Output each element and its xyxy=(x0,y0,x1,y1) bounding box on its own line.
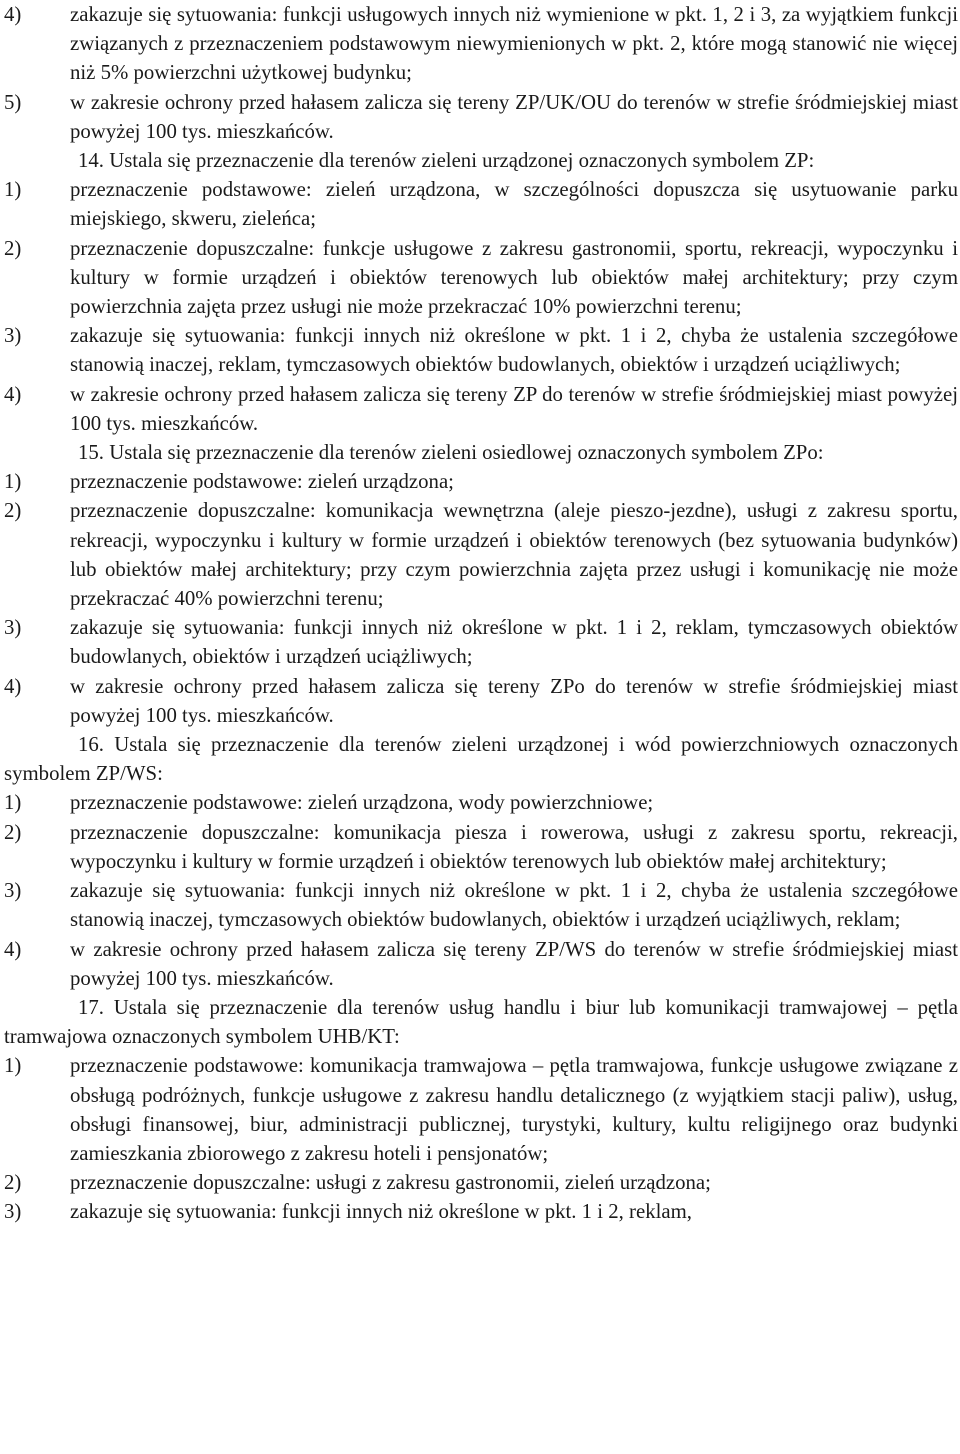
item-text: zakazuje się sytuowania: funkcji innych niż określone w pkt. 1 i 2, reklam, xyxy=(70,1200,692,1224)
item-text: przeznaczenie podstawowe: komunikacja tramwajowa – pętla tramwajowa, funkcje usługowe związane z obsługą podróżnych, funkcje usługowe z zakresu handlu detalicznego (z wyjątkiem stacji paliw), usług, obsługi finansowej, biur, administracji publicznej, turystyki, kultury, kultu religijnego oraz budynki zamieszkania zbiorowego z zakresu hoteli i pensjonatów; xyxy=(70,1054,958,1165)
item-number: 4) xyxy=(4,3,22,26)
list-item xyxy=(4,672,958,730)
item-text: przeznaczenie podstawowe: zieleń urządzona; xyxy=(70,470,454,494)
section-intro: 16. Ustala się przeznaczenie dla terenów zieleni urządzonej i wód powierzchniowych oznaczonych symbolem ZP/WS: xyxy=(4,733,958,786)
item-number: 4) xyxy=(4,674,22,698)
item-number: 3) xyxy=(4,879,22,903)
section-16 xyxy=(4,730,958,993)
list-item xyxy=(4,175,958,233)
list-item xyxy=(4,788,958,817)
item-number: 2) xyxy=(4,1171,22,1195)
item-number: 4) xyxy=(4,937,22,961)
item-number: 3) xyxy=(4,1200,22,1224)
list-item xyxy=(4,88,958,146)
list-item xyxy=(4,1051,958,1168)
item-text: w zakresie ochrony przed hałasem zalicza się tereny ZP/UK/OU do terenów w strefie śródmiejskiej miast powyżej 100 tys. mieszkańców. xyxy=(70,90,958,143)
item-number: 1) xyxy=(4,1054,22,1078)
item-text: zakazuje się sytuowania: funkcji innych niż określone w pkt. 1 i 2, reklam, tymczasowych obiektów budowlanych, obiektów i urządzeń uciążliwych; xyxy=(70,616,958,669)
section-14 xyxy=(4,146,958,438)
item-number: 2) xyxy=(4,236,22,260)
list-item xyxy=(4,496,958,613)
item-number: 1) xyxy=(4,791,22,815)
item-text: zakazuje się sytuowania: funkcji innych niż określone w pkt. 1 i 2, chyba że ustalenia szczegółowe stanowią inaczej, reklam, tymczasowych obiektów budowlanych, obiektów i urządzeń uciążliwych; xyxy=(70,324,958,377)
item-text: w zakresie ochrony przed hałasem zalicza się tereny ZPo do terenów w strefie śródmiejskiej miast powyżej 100 tys. mieszkańców. xyxy=(70,674,958,727)
item-text: przeznaczenie dopuszczalne: usługi z zakresu gastronomii, zieleń urządzona; xyxy=(70,1171,711,1195)
section-17 xyxy=(4,993,958,1227)
item-text: przeznaczenie dopuszczalne: funkcje usługowe z zakresu gastronomii, sportu, rekreacji, wypoczynku i kultury w formie urządzeń i obiektów terenowych lub obiektów małej architektury; przy czym powierzchnia zajęta przez usługi nie może przekraczać 10% powierzchni terenu; xyxy=(70,236,958,319)
list-item xyxy=(4,818,958,876)
list-item xyxy=(4,467,958,496)
lead-list xyxy=(4,0,958,146)
list-item xyxy=(4,613,958,671)
item-number: 2) xyxy=(4,499,22,523)
section-intro: 15. Ustala się przeznaczenie dla terenów zieleni osiedlowej oznaczonych symbolem ZPo: xyxy=(78,441,824,465)
item-text: w zakresie ochrony przed hałasem zalicza się tereny ZP do terenów w strefie śródmiejskiej miast powyżej 100 tys. mieszkańców. xyxy=(70,382,958,435)
list-item xyxy=(4,876,958,934)
list-item xyxy=(4,0,958,88)
section-15 xyxy=(4,438,958,730)
list-item xyxy=(4,234,958,322)
item-text: zakazuje się sytuowania: funkcji usługowych innych niż wymienione w pkt. 1, 2 i 3, za wyjątkiem funkcji związanych z przeznaczeniem podstawowym niewymienionych w pkt. 2, które mogą stanowić nie więcej niż 5% powierzchni użytkowej budynku; xyxy=(70,3,958,85)
item-text: przeznaczenie podstawowe: zieleń urządzona, wody powierzchniowe; xyxy=(70,791,654,815)
item-text: w zakresie ochrony przed hałasem zalicza się tereny ZP/WS do terenów w strefie śródmiejskiej miast powyżej 100 tys. mieszkańców. xyxy=(70,937,958,990)
list-item xyxy=(4,380,958,438)
item-number: 4) xyxy=(4,382,22,406)
section-intro: 14. Ustala się przeznaczenie dla terenów zieleni urządzonej oznaczonych symbolem ZP: xyxy=(78,149,815,173)
document-page xyxy=(4,0,958,1227)
item-text: przeznaczenie dopuszczalne: komunikacja wewnętrzna (aleje pieszo-jezdne), usługi z zakresu sportu, rekreacji, wypoczynku i kultury w formie urządzeń i obiektów terenowych (bez sytuowania budynków) lub obiektów małej architektury; przy czym powierzchnia zajęta przez usługi i komunikację nie może przekraczać 40% powierzchni terenu; xyxy=(70,499,958,611)
list-item xyxy=(4,1168,958,1197)
item-text: zakazuje się sytuowania: funkcji innych niż określone w pkt. 1 i 2, chyba że ustalenia szczegółowe stanowią inaczej, tymczasowych obiektów budowlanych, obiektów i urządzeń uciążliwych, reklam; xyxy=(70,879,958,932)
section-intro: 17. Ustala się przeznaczenie dla terenów usług handlu i biur lub komunikacji tramwajowej – pętla tramwajowa oznaczonych symbolem UHB/KT: xyxy=(4,995,958,1049)
item-text: przeznaczenie dopuszczalne: komunikacja piesza i rowerowa, usługi z zakresu sportu, rekreacji, wypoczynku i kultury w formie urządzeń i obiektów terenowych lub obiektów małej architektury; xyxy=(70,820,958,873)
list-item xyxy=(4,1197,958,1226)
list-item xyxy=(4,935,958,993)
item-text: przeznaczenie podstawowe: zieleń urządzona, w szczególności dopuszcza się usytuowanie parku miejskiego, skweru, zieleńca; xyxy=(70,178,958,231)
list-item xyxy=(4,321,958,379)
item-number: 3) xyxy=(4,616,22,640)
item-number: 2) xyxy=(4,820,22,844)
item-number: 5) xyxy=(4,90,22,114)
item-number: 1) xyxy=(4,470,22,494)
item-number: 3) xyxy=(4,324,22,348)
item-number: 1) xyxy=(4,178,22,202)
